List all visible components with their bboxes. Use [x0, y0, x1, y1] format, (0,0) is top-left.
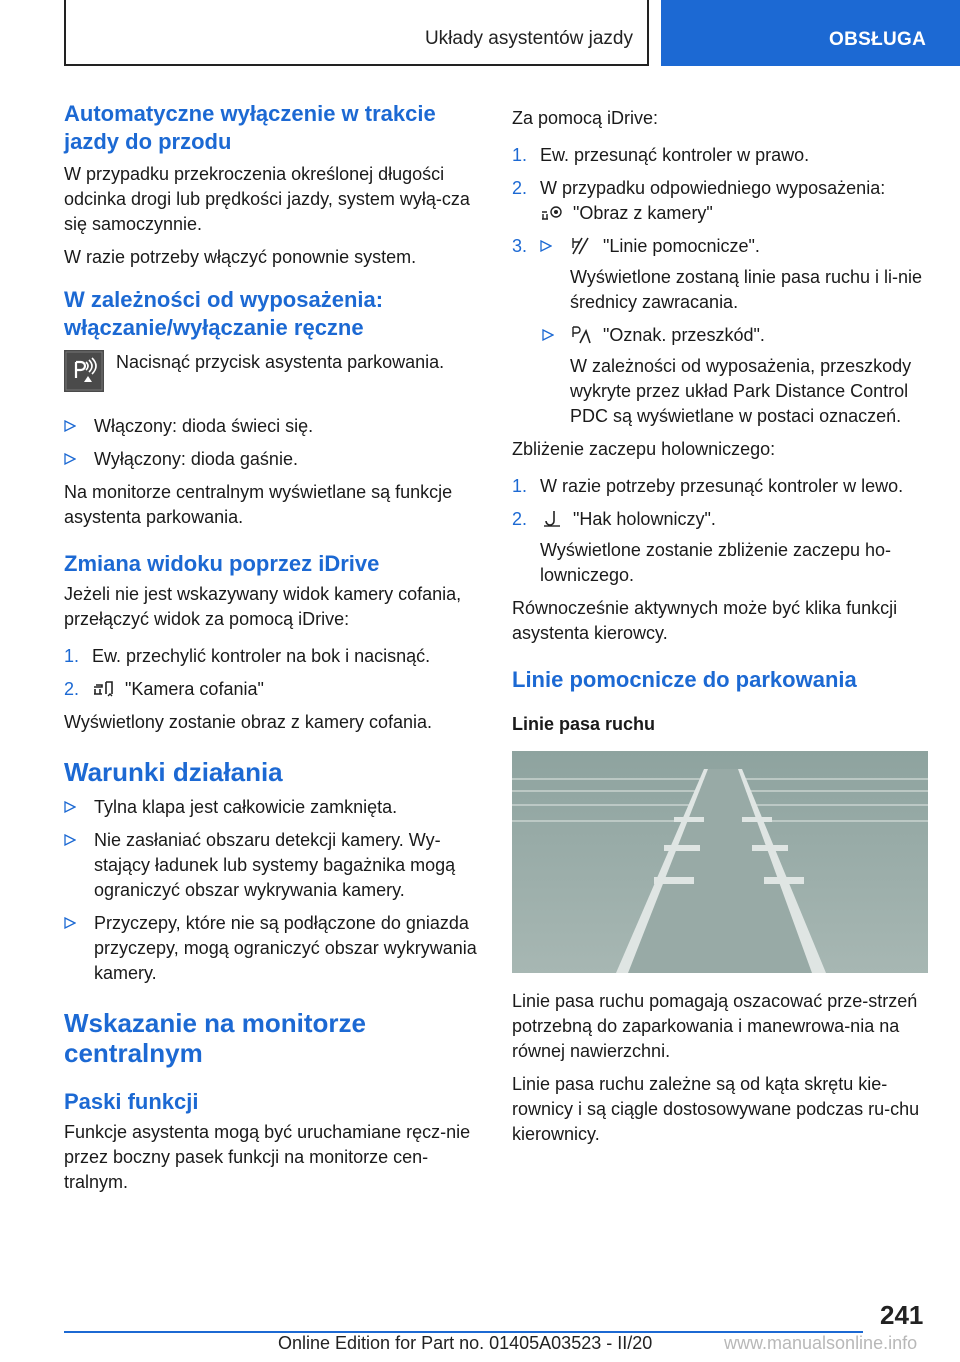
step-number: 1. — [512, 145, 528, 165]
condition-text: Przyczepy, które nie są podłączone do gniazda przyczepy, mogą ograniczyć obszar wykrywania kamery. — [94, 913, 477, 983]
header-chapter-tab — [661, 0, 960, 66]
header-section-box — [64, 0, 649, 66]
heading-function-bar: Paski funkcji — [64, 1089, 199, 1114]
right-column — [512, 100, 928, 1147]
step-view-1 — [64, 644, 480, 669]
bullet-off — [64, 447, 480, 472]
step3-option-b-desc: W zależności od wyposażenia, przeszkody wykryte przez układ Park Distance Control PDC są wyświetlane w postaci oznaczeń. — [570, 356, 912, 426]
paragraph-auto-off-1: W przypadku przekroczenia określonej długości odcinka drogi lub prędkości jazdy, system wyłą‐cza się samoczynnie. — [64, 164, 470, 234]
paragraph-idrive: Za pomocą iDrive: — [512, 108, 659, 128]
rear-camera-icon — [92, 679, 116, 699]
bullet-off-text: Wyłączony: dioda gaśnie. — [94, 449, 298, 469]
step3-option-a-text: "Linie pomocnicze". — [603, 236, 760, 256]
heading-auto-off: Automatyczne wyłączenie w trakcie jazdy do przodu — [64, 101, 436, 154]
step2-option-text: "Obraz z kamery" — [573, 203, 713, 223]
step-number: 1. — [64, 646, 80, 666]
step-text: Ew. przesunąć kontroler w prawo. — [540, 145, 810, 165]
step3-option-b-text: "Oznak. przeszkód". — [603, 325, 765, 345]
condition-text: Nie zasłaniać obszaru detekcji kamery. Wy‐stający ładunek lub systemy bagażnika mogą ograniczyć obszar wykrywania kamery. — [94, 830, 456, 900]
step-text: "Kamera cofania" — [125, 679, 264, 699]
condition-text: Tylna klapa jest całkowicie zamknięta. — [94, 797, 398, 817]
step-number: 3. — [512, 236, 528, 256]
paragraph-lane-1: Linie pasa ruchu pomagają oszacować prze‐strzeń potrzebną do zaparkowania i manewrowa‐nia na równej nawierzchni. — [512, 991, 918, 1061]
triangle-right-outline-icon — [542, 329, 554, 341]
paragraph-change-view: Jeżeli nie jest wskazywany widok kamery cofania, przełączyć widok za pomocą iDrive: — [64, 584, 462, 629]
step3-option-a — [540, 234, 928, 259]
paragraph-press-button: Nacisnąć przycisk asystenta parkowania. — [116, 352, 445, 372]
triangle-right-outline-icon — [64, 834, 76, 846]
step-text: W razie potrzeby przesunąć kontroler w lewo. — [540, 476, 904, 496]
step-number: 1. — [512, 476, 528, 496]
step-tow-2 — [512, 507, 928, 532]
triangle-right-outline-icon — [64, 453, 76, 465]
paragraph-lane-2: Linie pasa ruchu zależne są od kąta skrętu kie‐rownicy i są ciągle dostosowywane podczas ru‐chu kierownicy. — [512, 1074, 920, 1144]
page-number: 241 — [880, 1300, 924, 1330]
step-idrive-3 — [512, 234, 928, 259]
header-section-title: Układy asystentów jazdy — [424, 28, 633, 49]
park-button-row — [64, 350, 480, 398]
park-assist-button-icon — [64, 350, 104, 392]
heading-lane-lines: Linie pasa ruchu — [512, 714, 656, 734]
tow-desc: Wyświetlone zostanie zbliżenie zaczepu ho‐lowniczego. — [540, 540, 892, 585]
header-chapter-label: OBSŁUGA — [829, 29, 927, 50]
triangle-right-outline-icon — [64, 917, 76, 929]
paragraph-multiple: Równocześnie aktywnych może być klika funkcji asystenta kierowcy. — [512, 598, 898, 643]
footer-edition: Online Edition for Part no. 01405A03523 - II/20 — [278, 1333, 653, 1353]
footer-watermark: www.manualsonline.info — [724, 1333, 918, 1353]
obstacle-marking-icon — [570, 325, 594, 345]
paragraph-function-bar: Funkcje asystenta mogą być uruchamiane ręcz‐nie przez boczny pasek funkcji na monitorze cen‐tralnym. — [64, 1122, 471, 1192]
step-idrive-2 — [512, 176, 928, 226]
lane-lines-illustration — [512, 751, 928, 973]
guide-lines-icon — [570, 236, 594, 256]
tow-hook-icon — [540, 509, 564, 529]
triangle-right-outline-icon — [64, 420, 76, 432]
heading-display: Wskazanie na monitorze centralnym — [64, 1008, 366, 1068]
step2-option — [540, 201, 928, 226]
step-number: 2. — [512, 509, 528, 529]
step-text: W przypadku odpowiedniego wyposażenia: — [540, 178, 886, 198]
paragraph-tow-approach: Zbliżenie zaczepu holowniczego: — [512, 439, 776, 459]
condition-item — [64, 911, 480, 986]
triangle-right-outline-icon — [64, 801, 76, 813]
bullet-on — [64, 414, 480, 439]
bullet-on-text: Włączony: dioda świeci się. — [94, 416, 314, 436]
heading-change-view: Zmiana widoku poprzez iDrive — [64, 551, 380, 576]
step-number: 2. — [512, 178, 528, 198]
condition-item — [64, 795, 480, 820]
step3-option-b — [512, 323, 928, 348]
step-text: Ew. przechylić kontroler na bok i nacisnąć. — [92, 646, 431, 666]
left-column — [64, 100, 480, 1195]
heading-conditions: Warunki działania — [64, 757, 283, 787]
step-text: "Hak holowniczy". — [573, 509, 716, 529]
heading-manual-toggle: W zależności od wyposażenia: włączanie/wyłączanie ręczne — [64, 287, 384, 340]
step-idrive-1 — [512, 143, 928, 168]
step-view-2 — [64, 677, 480, 702]
condition-item — [64, 828, 480, 903]
heading-lines: Linie pomocnicze do parkowania — [512, 667, 857, 692]
page-header — [0, 0, 960, 66]
triangle-right-outline-icon — [540, 240, 552, 252]
paragraph-monitor-functions: Na monitorze centralnym wyświetlane są funkcje asystenta parkowania. — [64, 482, 453, 527]
step-tow-1 — [512, 474, 928, 499]
camera-view-icon — [540, 203, 564, 223]
paragraph-auto-off-2: W razie potrzeby włączyć ponownie system. — [64, 247, 417, 267]
step3-option-a-desc: Wyświetlone zostaną linie pasa ruchu i li‐nie średnicy zawracania. — [570, 267, 923, 312]
step-number: 2. — [64, 679, 80, 699]
paragraph-rear-cam-shown: Wyświetlony zostanie obraz z kamery cofania. — [64, 712, 432, 732]
